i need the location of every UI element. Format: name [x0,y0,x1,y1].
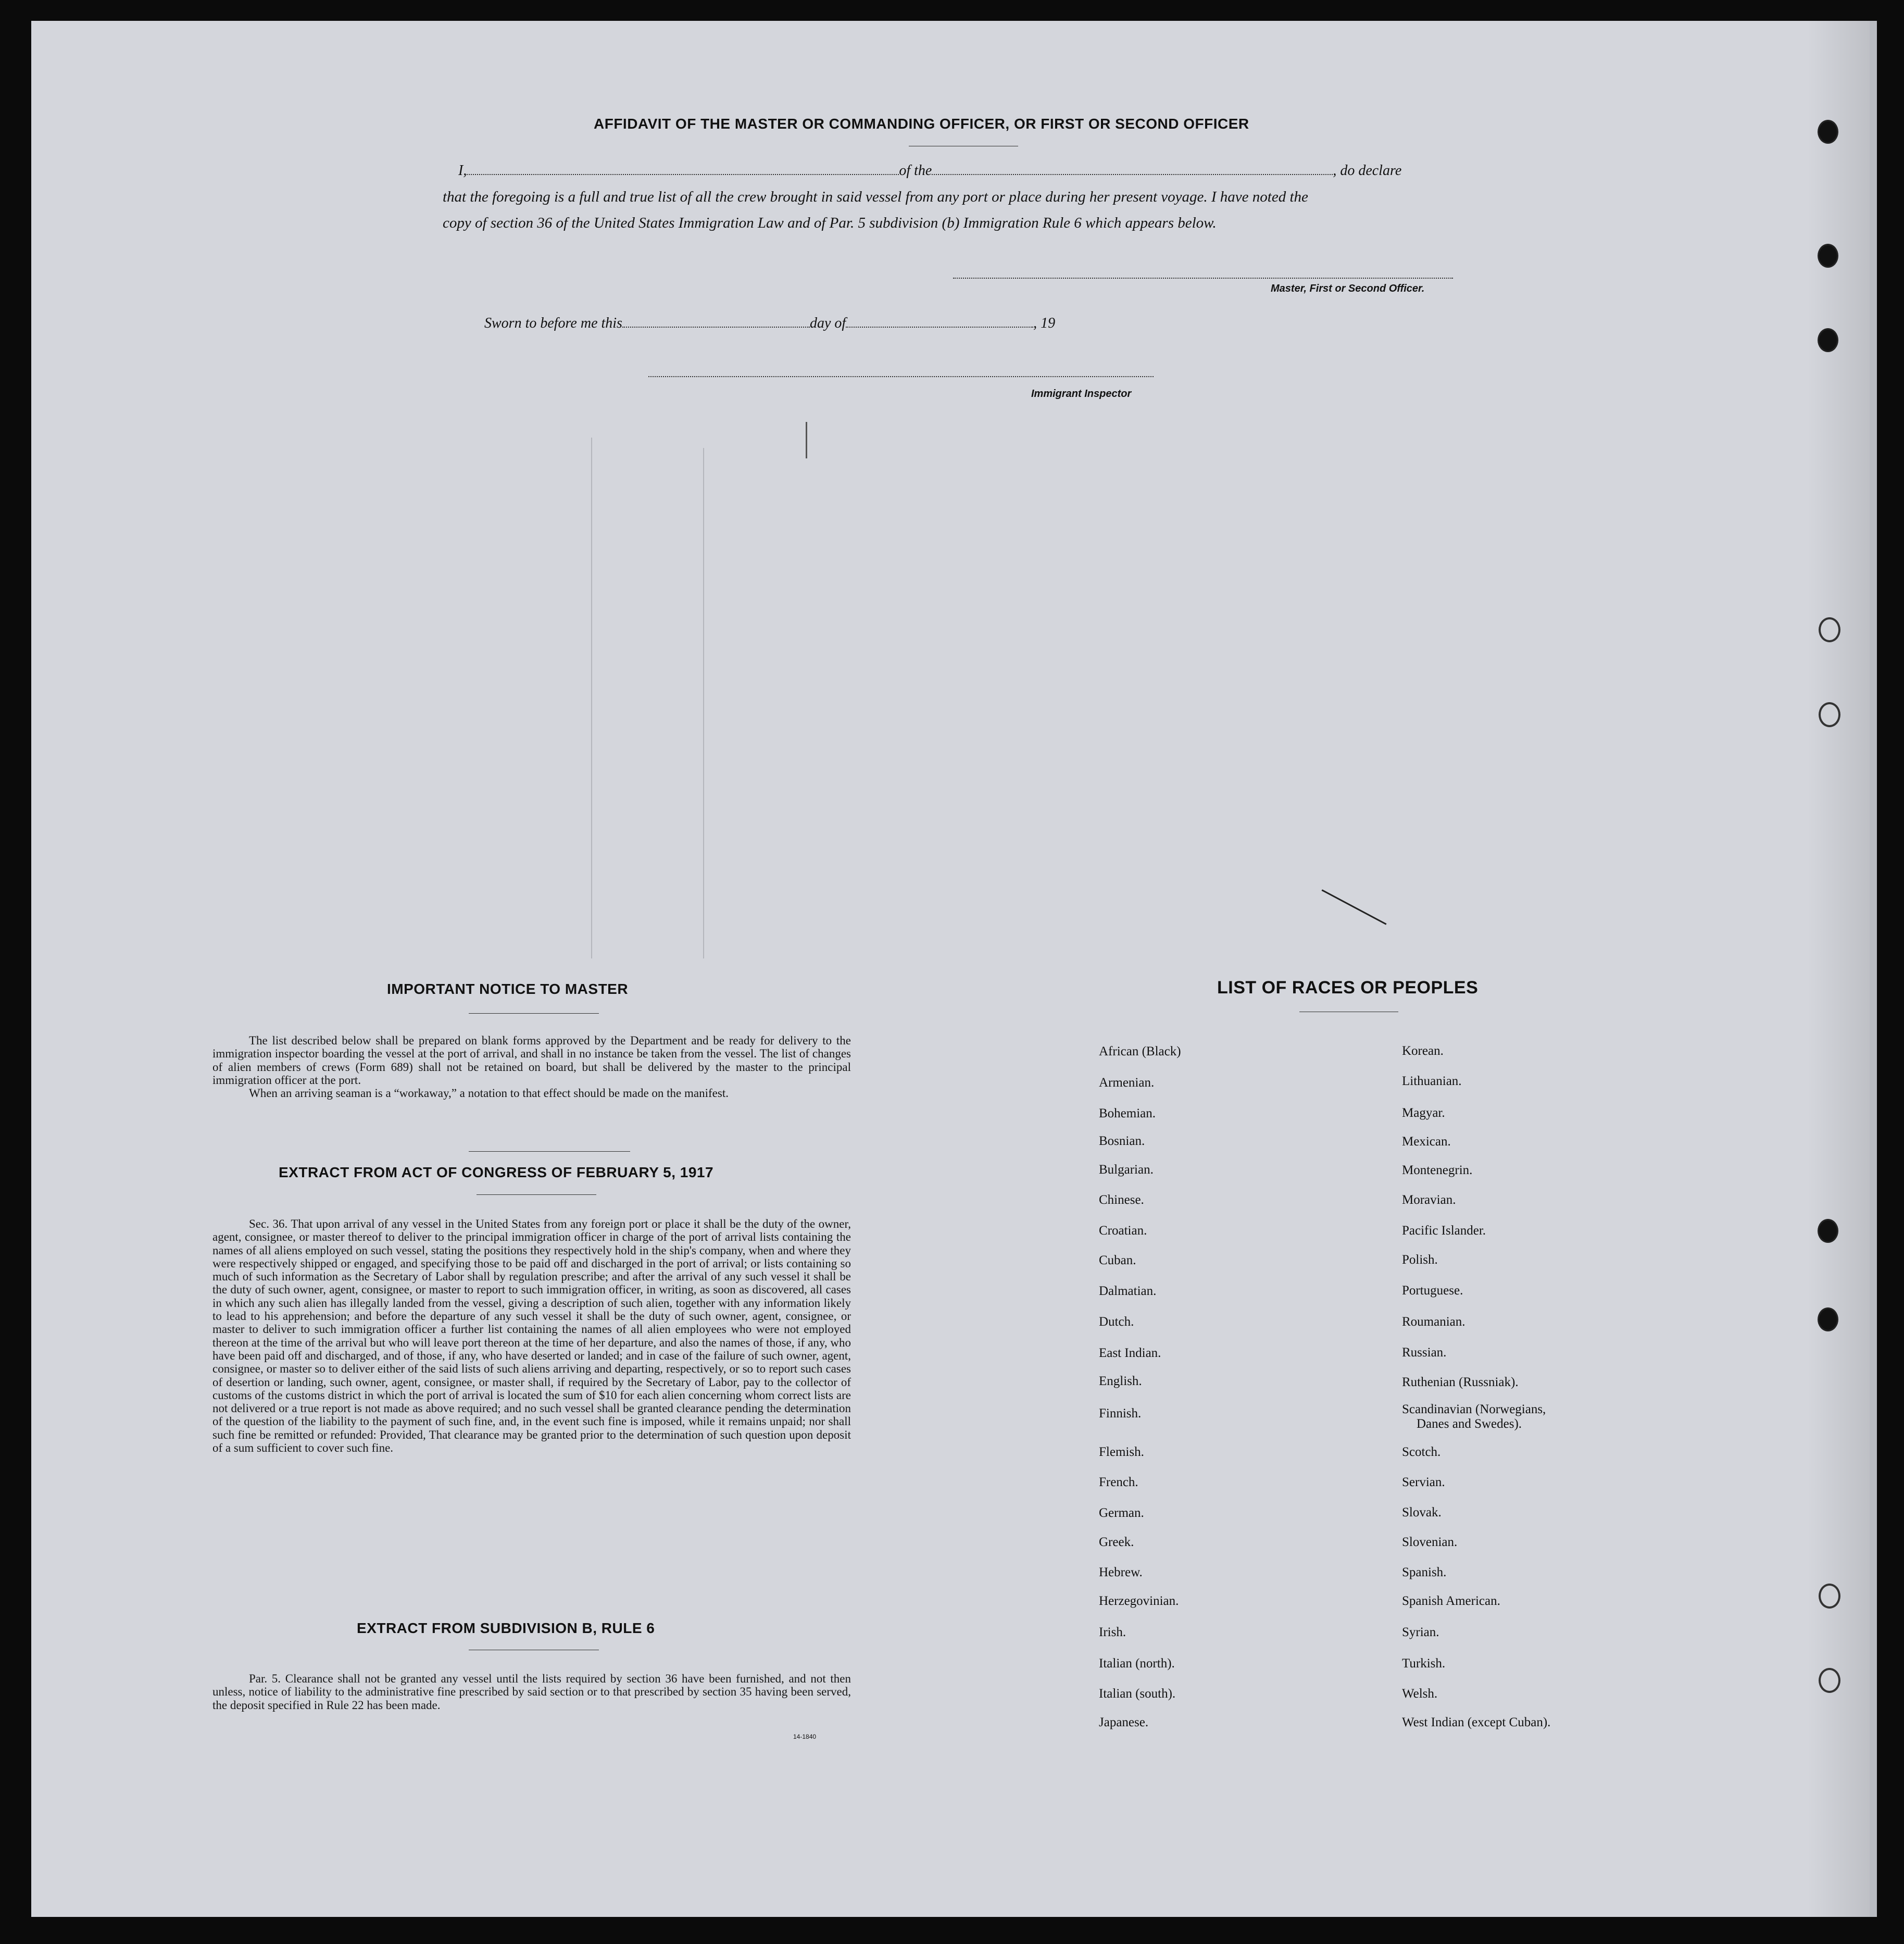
race-right-21: Welsh. [1402,1687,1438,1701]
race-right-4: Montenegrin. [1402,1163,1473,1177]
name-blank[interactable] [467,169,899,175]
binder-hole [1818,1307,1838,1331]
race-left-16: Greek. [1099,1535,1134,1549]
affidavit-of-the-label: of the [899,163,932,179]
race-right-8: Portuguese. [1402,1283,1463,1298]
extract-rule-title: EXTRACT FROM SUBDIVISION B, RULE 6 [357,1620,655,1636]
race-right-14: Servian. [1402,1475,1445,1489]
sworn-month-blank[interactable] [846,321,1033,328]
binder-hole [1819,702,1840,727]
race-left-0: African (Black) [1099,1044,1181,1058]
sworn-day-of: day of [809,315,846,331]
race-right-7: Polish. [1402,1253,1438,1267]
race-left-8: Dalmatian. [1099,1284,1157,1298]
races-title: LIST OF RACES OR PEOPLES [1217,978,1479,998]
race-left-1: Armenian. [1099,1076,1155,1090]
race-left-10: East Indian. [1099,1346,1161,1360]
race-left-9: Dutch. [1099,1315,1134,1329]
extract-act-title: EXTRACT FROM ACT OF CONGRESS OF FEBRUARY 5, 1917 [279,1164,714,1180]
race-right-10: Russian. [1402,1345,1447,1360]
sworn-line [484,315,1055,332]
binder-hole [1818,1219,1838,1243]
notice-paragraph-2: When an arriving seaman is a “workaway,” a notation to that effect should be made on the manifest. [249,1087,729,1100]
race-left-17: Hebrew. [1099,1565,1143,1579]
vessel-blank[interactable] [932,169,1333,175]
sworn-year: , 19 [1033,315,1056,331]
stray-mark [806,422,807,458]
faint-column-line [703,448,704,958]
race-right-0: Korean. [1402,1044,1444,1058]
section-36-text: Sec. 36. That upon arrival of any vessel in the United States from any foreign port or place it shall be the duty of the owner, agent, consignee, or master thereof to deliver to the principal immigration officer in charge of the port of arrival lists containing the names of all aliens employed on such vessel, stating the positions they respectively hold in the ship's company, when and where they were respectively shipped or engaged, and specifying those to be paid off and discharged in the port of arrival; or lists containing so much of such information as the Secretary of Labor shall by regulation prescribe; and after the arrival of any such vessel it shall be the duty of such owner, agent, consignee, or master to report to such immigration officer, in writing, as soon as discovered, all cases in which any such alien has illegally landed from the vessel, giving a description of such alien, together with any information likely to lead to his apprehension; and before the departure of any such vessel it shall be the duty of such owner, agent, consignee, or master to deliver to such immigration officer a further list containing the names of all alien employees who were not employed thereon at the time of the arrival but who will leave port thereon at the time of her departure, and also the names of those, if any, who have been paid off and discharged, and of those, if any, who have deserted or landed; and in case of the failure of such owner, agent, consignee, or master so to deliver either of the said lists of such aliens arriving and departing, respectively, or so to report such cases of desertion or landing, such owner, agent, consignee, or master shall, if required by the Secretary of Labor, pay to the collector of customs of the customs district in which the port of arrival is located the sum of $10 for each alien concerning whom correct lists are not delivered or a true report is not made as above required; and no such vessel shall be granted clearance pending the determination of the question of the liability to the payment of such fine, and, in the event such fine is imposed, while it remains unpaid; nor shall such fine be remitted or refunded: Provided, That clearance may be granted prior to the determination of such question upon deposit of a sum sufficient to cover such fine. [212,1217,851,1455]
inspector-signature-caption: Immigrant Inspector [1031,388,1132,400]
race-right-2: Magyar. [1402,1106,1445,1120]
race-right-19: Syrian. [1402,1625,1439,1639]
sworn-day-blank[interactable] [622,321,810,328]
notice-title: IMPORTANT NOTICE TO MASTER [387,981,629,997]
affidavit-line-3: copy of section 36 of the United States Immigration Law and of Par. 5 subdivision (b) Immigration Rule 6 which appears below. [443,215,1217,231]
affidavit-line-1 [458,163,1401,179]
extract-act-body [212,1217,851,1454]
race-left-7: Cuban. [1099,1253,1136,1267]
affidavit-title: AFFIDAVIT OF THE MASTER OR COMMANDING OFFICER, OR FIRST OR SECOND OFFICER [594,116,1249,132]
inspector-signature-line[interactable] [648,376,1154,377]
race-left-14: French. [1099,1475,1138,1489]
race-left-3: Bosnian. [1099,1134,1145,1148]
stray-pen-mark [1321,889,1386,925]
page-edge-shadow [1807,21,1870,1917]
race-right-16: Slovenian. [1402,1535,1458,1549]
document-page [31,21,1877,1917]
race-right-20: Turkish. [1402,1656,1446,1671]
race-right-17: Spanish. [1402,1565,1447,1579]
race-right-6: Pacific Islander. [1402,1224,1486,1238]
notice-paragraph-1: The list described below shall be prepared on blank forms approved by the Department and be ready for delivery to the immigration inspector boarding the vessel at the port of arrival, and shall in no instance be taken from the vessel. The list of changes of alien members of crews (Form 689) shall not be retained on board, but shall be delivered by the master to the principal immigration officer at the port. [212,1034,851,1087]
race-right-13: Scotch. [1402,1445,1441,1459]
race-left-12: Finnish. [1099,1406,1142,1420]
extract-act-title-rule [477,1194,596,1195]
sworn-prefix: Sworn to before me this [484,315,622,331]
race-left-2: Bohemian. [1099,1106,1156,1120]
affidavit-declare-label: , do declare [1333,163,1402,179]
race-right-5: Moravian. [1402,1193,1456,1207]
binder-hole [1818,328,1838,352]
notice-end-rule [469,1151,630,1152]
binder-hole [1818,120,1838,144]
race-right-22: West Indian (except Cuban). [1402,1715,1551,1729]
race-left-5: Chinese. [1099,1193,1144,1207]
binder-hole [1819,617,1840,642]
race-left-15: German. [1099,1506,1144,1520]
race-right-12: Scandinavian (Norwegians, Danes and Swedes). [1402,1402,1546,1431]
binder-hole [1819,1584,1840,1609]
race-left-21: Italian (south). [1099,1687,1176,1701]
race-right-3: Mexican. [1402,1135,1451,1149]
notice-body [212,1034,851,1100]
race-left-11: English. [1099,1374,1142,1388]
race-left-19: Irish. [1099,1625,1126,1639]
race-left-20: Italian (north). [1099,1656,1175,1671]
binder-hole [1818,244,1838,268]
faint-column-line [591,438,592,958]
affidavit-i-label: I, [458,163,467,179]
race-left-22: Japanese. [1099,1715,1149,1729]
binder-hole [1819,1668,1840,1693]
par-5-text: Par. 5. Clearance shall not be granted any vessel until the lists required by section 36 have been furnished, and not then unless, notice of liability to the administrative fine prescribed by said section or to that prescribed by section 35 having been served, the deposit specified in Rule 22 has been made. [212,1672,851,1712]
extract-rule-body [212,1672,851,1712]
affidavit-line-2: that the foregoing is a full and true list of all the crew brought in said vessel from any port or place during her present voyage. I have noted the [443,189,1308,205]
race-left-6: Croatian. [1099,1224,1147,1238]
race-right-11: Ruthenian (Russniak). [1402,1375,1519,1389]
race-left-18: Herzegovinian. [1099,1594,1179,1608]
master-signature-caption: Master, First or Second Officer. [1271,283,1425,294]
race-right-9: Roumanian. [1402,1315,1465,1329]
race-right-15: Slovak. [1402,1505,1442,1519]
master-signature-line[interactable] [953,278,1453,279]
form-number: 14-1840 [793,1733,817,1740]
notice-title-rule [469,1013,599,1014]
race-left-4: Bulgarian. [1099,1163,1154,1177]
race-left-13: Flemish. [1099,1445,1144,1459]
race-right-1: Lithuanian. [1402,1074,1462,1088]
race-right-18: Spanish American. [1402,1594,1500,1608]
